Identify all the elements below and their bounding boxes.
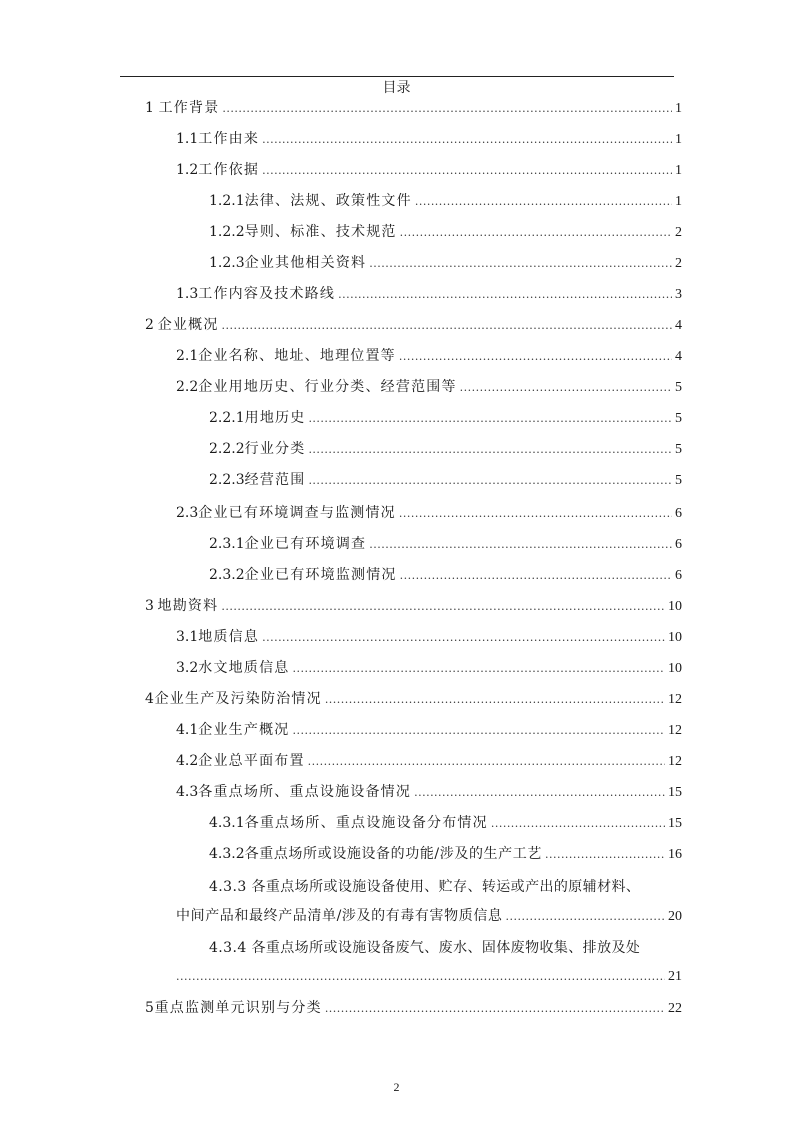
- toc-page: 5: [675, 411, 682, 426]
- toc-entry-2-2-3[interactable]: [209, 470, 682, 491]
- toc-text: 企业已有环境调查: [244, 536, 367, 552]
- toc-number: 4.3.2: [209, 846, 245, 862]
- toc-leader: [325, 999, 665, 1019]
- toc-entry-4-2[interactable]: [176, 751, 682, 772]
- toc-text: 各重点场所或设施设备的功能/涉及的生产工艺: [244, 846, 542, 862]
- toc-page: 1: [675, 194, 682, 209]
- toc-page: 5: [675, 380, 682, 395]
- toc-page: 6: [675, 506, 682, 521]
- toc-number: 3.1: [176, 629, 199, 645]
- toc-text: 各重点场所或设施设备废气、废水、固体废物收集、排放及处: [251, 940, 641, 956]
- toc-page: 15: [668, 785, 682, 800]
- toc-text: 地勘资料: [157, 598, 219, 614]
- toc-entry-4-3-2[interactable]: [209, 844, 682, 865]
- toc-leader: [399, 347, 672, 367]
- toc-title: 目录: [382, 80, 411, 96]
- toc-number: 2.2.3: [209, 472, 245, 488]
- toc-number: 1.2.2: [209, 224, 245, 240]
- toc-leader: [308, 440, 672, 460]
- toc-number: 2: [145, 317, 154, 333]
- toc-text: 水文地质信息: [198, 660, 290, 676]
- toc-page: 1: [675, 101, 682, 116]
- toc-page: 2: [675, 225, 682, 240]
- toc-page: 12: [668, 692, 682, 707]
- toc-leader: [262, 161, 672, 181]
- toc-page: 2: [675, 256, 682, 271]
- toc-entry-1-2-3[interactable]: [209, 253, 682, 274]
- toc-leader: [222, 99, 672, 119]
- toc-text: 企业生产及污染防治情况: [154, 691, 322, 707]
- toc-entry-4-3[interactable]: [176, 782, 682, 803]
- toc-number: 1.3: [176, 286, 199, 302]
- toc-leader: [460, 378, 672, 398]
- toc-entry-1-2[interactable]: [176, 160, 682, 181]
- toc-entry-2-2[interactable]: [176, 377, 682, 398]
- toc-entry-4-3-4-first-line[interactable]: [209, 938, 682, 958]
- toc-number: 4.3: [176, 784, 199, 800]
- toc-number: 4.3.3: [209, 879, 247, 895]
- toc-leader: [338, 285, 672, 305]
- toc-entry-2[interactable]: [145, 315, 682, 336]
- toc-number: 5: [145, 1000, 154, 1016]
- toc-entry-2-2-2[interactable]: [209, 439, 682, 460]
- toc-page: 3: [675, 287, 682, 302]
- toc-page: 6: [675, 568, 682, 583]
- toc-number: 1.1: [176, 131, 199, 147]
- toc-page: 5: [675, 473, 682, 488]
- toc-number: 3: [145, 598, 154, 614]
- toc-page: 12: [668, 754, 682, 769]
- toc-leader: [222, 316, 672, 336]
- toc-entry-2-2-1[interactable]: [209, 408, 682, 429]
- toc-entry-3-2[interactable]: [176, 658, 682, 679]
- toc-page: 10: [668, 599, 682, 614]
- toc-entry-1-2-2[interactable]: [209, 222, 682, 243]
- toc-number: 4: [145, 691, 154, 707]
- toc-page: 6: [675, 537, 682, 552]
- toc-page: 15: [668, 816, 682, 831]
- toc-text: 各重点场所、重点设施设备情况: [198, 784, 412, 800]
- toc-page: 4: [675, 349, 682, 364]
- toc-entry-1-3[interactable]: [176, 284, 682, 305]
- toc-text: 各重点场所或设施设备使用、贮存、转运或产出的原辅材料、: [251, 879, 641, 895]
- toc-leader: [400, 223, 672, 243]
- toc-leader: [308, 471, 672, 491]
- toc-text: 企业名称、地址、地理位置等: [198, 348, 396, 364]
- toc-leader: [292, 659, 665, 679]
- toc-leader: [414, 783, 665, 803]
- toc-number: 1.2.3: [209, 255, 245, 271]
- toc-entry-1-1[interactable]: [176, 129, 682, 150]
- toc-text: 工作内容及技术路线: [198, 286, 336, 302]
- toc-entry-4-3-3[interactable]: [176, 906, 682, 927]
- toc-entry-4-1[interactable]: [176, 720, 682, 741]
- toc-number: 2.2.1: [209, 410, 245, 426]
- toc-entry-3[interactable]: [145, 596, 682, 617]
- toc-text: 企业概况: [157, 317, 219, 333]
- toc-leader: [221, 597, 665, 617]
- toc-number: 4.1: [176, 722, 199, 738]
- toc-page: 21: [668, 969, 682, 984]
- toc-number: 1: [145, 100, 154, 116]
- toc-leader: [369, 535, 672, 555]
- toc-leader: [292, 721, 665, 741]
- toc-number: 2.2: [176, 379, 199, 395]
- toc-entry-4[interactable]: [145, 689, 682, 710]
- toc-page: 10: [668, 630, 682, 645]
- toc-number: 2.3.1: [209, 536, 245, 552]
- toc-text: 企业其他相关资料: [244, 255, 367, 271]
- toc-leader: [545, 845, 665, 865]
- toc-entry-2-1[interactable]: [176, 346, 682, 367]
- toc-number: 1.2.1: [209, 193, 245, 209]
- toc-text: 行业分类: [244, 441, 306, 457]
- toc-text: 企业生产概况: [198, 722, 290, 738]
- toc-text: 企业总平面布置: [198, 753, 305, 769]
- toc-leader: [506, 907, 665, 927]
- toc-text: 地质信息: [198, 629, 260, 645]
- toc-page: 16: [668, 847, 682, 862]
- toc-leader: [262, 628, 665, 648]
- toc-number: 4.2: [176, 753, 199, 769]
- toc-page: 1: [675, 163, 682, 178]
- toc-text: 企业用地历史、行业分类、经营范围等: [198, 379, 457, 395]
- toc-entry-5[interactable]: [145, 998, 682, 1019]
- toc-page: 4: [675, 318, 682, 333]
- toc-number: 2.1: [176, 348, 199, 364]
- toc-text: 工作由来: [198, 131, 260, 147]
- toc-page: 22: [668, 1001, 682, 1016]
- toc-entry-2-3-2[interactable]: [209, 565, 682, 586]
- page-number: 2: [393, 1080, 400, 1094]
- toc-number: 2.3: [176, 505, 199, 521]
- toc-leader: [415, 192, 672, 212]
- toc-entry-4-3-4[interactable]: [176, 967, 682, 987]
- toc-number: 2.2.2: [209, 441, 245, 457]
- toc-text: 用地历史: [244, 410, 306, 426]
- toc-leader: [399, 504, 672, 524]
- toc-page: 20: [668, 909, 682, 924]
- toc-leader: [400, 566, 672, 586]
- toc-text: 导则、标准、技术规范: [244, 224, 397, 240]
- toc-number: 2.3.2: [209, 567, 245, 583]
- toc-text: 各重点场所、重点设施设备分布情况: [244, 815, 488, 831]
- toc-entry-4-3-3-first-line[interactable]: [209, 877, 682, 897]
- toc-text: 中间产品和最终产品清单/涉及的有毒有害物质信息: [176, 908, 503, 924]
- toc-entry-4-3-1[interactable]: [209, 813, 682, 834]
- toc-leader: [308, 409, 672, 429]
- toc-leader: [176, 967, 665, 987]
- toc-leader: [308, 752, 665, 772]
- toc-text: 重点监测单元识别与分类: [154, 1000, 322, 1016]
- toc-number: 3.2: [176, 660, 199, 676]
- toc-leader: [369, 254, 672, 274]
- toc-page: 1: [675, 132, 682, 147]
- toc-number: 4.3.1: [209, 815, 245, 831]
- toc-text: 经营范围: [244, 472, 306, 488]
- toc-text: 企业已有环境监测情况: [244, 567, 397, 583]
- toc-leader: [325, 690, 665, 710]
- toc-text: 企业已有环境调查与监测情况: [198, 505, 396, 521]
- toc-page: 10: [668, 661, 682, 676]
- toc-entry-2-3[interactable]: [176, 503, 682, 524]
- toc-number: 1.2: [176, 162, 199, 178]
- toc-page: 5: [675, 442, 682, 457]
- toc-page: 12: [668, 723, 682, 738]
- toc-leader: [491, 814, 665, 834]
- toc-entry-2-3-1[interactable]: [209, 534, 682, 555]
- toc-entry-3-1[interactable]: [176, 627, 682, 648]
- toc-text: 工作依据: [198, 162, 260, 178]
- toc-entry-1-2-1[interactable]: [209, 191, 682, 212]
- toc-entry-1[interactable]: [145, 98, 682, 119]
- toc-number: 4.3.4: [209, 940, 247, 956]
- toc-text: 工作背景: [158, 100, 220, 116]
- toc-text: 法律、法规、政策性文件: [244, 193, 412, 209]
- toc-leader: [262, 130, 672, 150]
